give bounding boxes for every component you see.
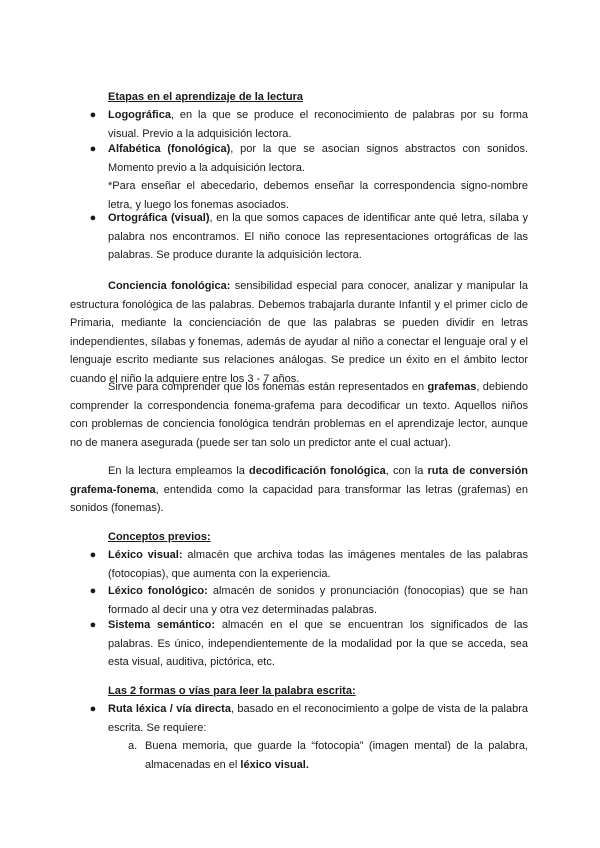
paragraph-text: Sirve para comprender que los fonemas están representados en — [108, 381, 428, 393]
list-item — [108, 582, 528, 619]
term-conciencia: Conciencia fonológica: — [108, 280, 231, 292]
sub-item-marker: a. — [128, 740, 138, 752]
term-sistema-semantico: Sistema semántico: — [108, 619, 216, 631]
bullet-icon: ● — [89, 549, 97, 561]
item-text: , en la que se produce el reconocimiento de palabras por su forma visual. Previo a la adquisición lectora. — [108, 109, 528, 140]
item-text: almacén de sonidos y pronunciación (fonocopias) que se han formado al decir una y otra vez determinadas palabras. — [108, 585, 528, 616]
item-text: almacén que archiva todas las imágenes mentales de las palabras (fotocopias), que aumenta con la experiencia. — [108, 549, 528, 580]
list-item — [108, 616, 528, 672]
term-lexico-visual-ref: léxico visual. — [240, 758, 309, 771]
list-item — [108, 546, 528, 583]
item-text: , por la que se asocian signos abstractos con sonidos. Momento previo a la adquisición lectora. — [108, 143, 529, 174]
bullet-icon: ● — [89, 109, 97, 121]
bullet-icon: ● — [89, 143, 97, 155]
formas-heading: Las 2 formas o vías para leer la palabra escrita: — [108, 685, 356, 697]
item-text: Buena memoria, que guarde la “fotocopia” (imagen mental) de la palabra, almacenadas en el — [145, 740, 528, 771]
bullet-icon: ● — [89, 619, 97, 631]
term-grafemas: grafemas — [427, 381, 477, 393]
list-item — [108, 140, 528, 177]
conciencia-paragraph — [70, 277, 528, 389]
item-text: almacén en el que se encuentran los significados de las palabras. Es único, independientemente de la modalidad por la que se acceda, sea esta visual, auditiva, pictórica, etc. — [108, 619, 528, 669]
list-item — [108, 700, 528, 737]
list-item — [108, 209, 528, 265]
etapas-heading: Etapas en el aprendizaje de la lectura — [108, 91, 304, 103]
sub-list-item — [145, 737, 528, 774]
bullet-icon: ● — [89, 585, 97, 597]
list-item — [108, 106, 528, 143]
bullet-icon: ● — [89, 703, 97, 715]
term-lexico-visual: Léxico visual: — [108, 549, 183, 561]
term-decodificacion: decodificación fonológica — [249, 465, 386, 477]
paragraph-text: sensibilidad especial para conocer, analizar y manipular la estructura fonológica de las palabras. Debemos trabajarla durante Infantil y el primer ciclo de Primaria, mediante la concienciación de que las palabras se pueden dividir en letras independientes, sílabas y fonemas, además de ayudar al niño a conectar el lenguaje oral y el lenguaje escrito mediante sus relaciones análogas. Se predice un éxito en el ámbito lector cuando el niño la adquiere entre los 3 - 7 años. — [70, 280, 528, 385]
term-lexico-fonologico: Léxico fonológico: — [108, 585, 208, 597]
lectura-paragraph — [70, 462, 528, 518]
term-alfabetica: Alfabética (fonológica) — [108, 143, 231, 155]
term-ortografica: Ortográfica (visual) — [108, 212, 210, 224]
conceptos-heading: Conceptos previos: — [108, 531, 211, 543]
item-text: , en la que somos capaces de identificar ante qué letra, sílaba y palabra nos encontramos. El niño conoce las representaciones ortográficas de las palabras. Se produce durante la adquisición lectora. — [108, 212, 528, 262]
item-text: , basado en el reconocimiento a golpe de vista de la palabra escrita. Se requiere: — [108, 703, 529, 734]
note-text: *Para enseñar el abecedario, debemos enseñar la correspondencia signo-nombre letra, y luego los fonemas asociados. — [108, 180, 528, 211]
term-ruta-conversion: ruta de conversión grafema-fonema — [70, 465, 529, 496]
paragraph-text: , con la — [385, 465, 428, 477]
paragraph-text: , entendida como la capacidad para transformar las letras (grafemas) en sonidos (fonemas). — [70, 483, 528, 515]
paragraph-text: , debiendo comprender la correspondencia fonema-grafema para decodificar un texto. Aquellos niños con problemas de conciencia fonológica tendrán problemas en el aprendizaje lector, aunque no de manera asegurada (puede ser tan solo un predictor ante el cual actuar). — [70, 381, 528, 449]
bullet-icon: ● — [89, 212, 97, 224]
paragraph-text: En la lectura empleamos la — [108, 465, 250, 477]
term-ruta-lexica: Ruta léxica / vía directa — [108, 703, 231, 715]
grafemas-paragraph — [70, 378, 528, 452]
term-logografica: Logográfica — [108, 109, 171, 121]
